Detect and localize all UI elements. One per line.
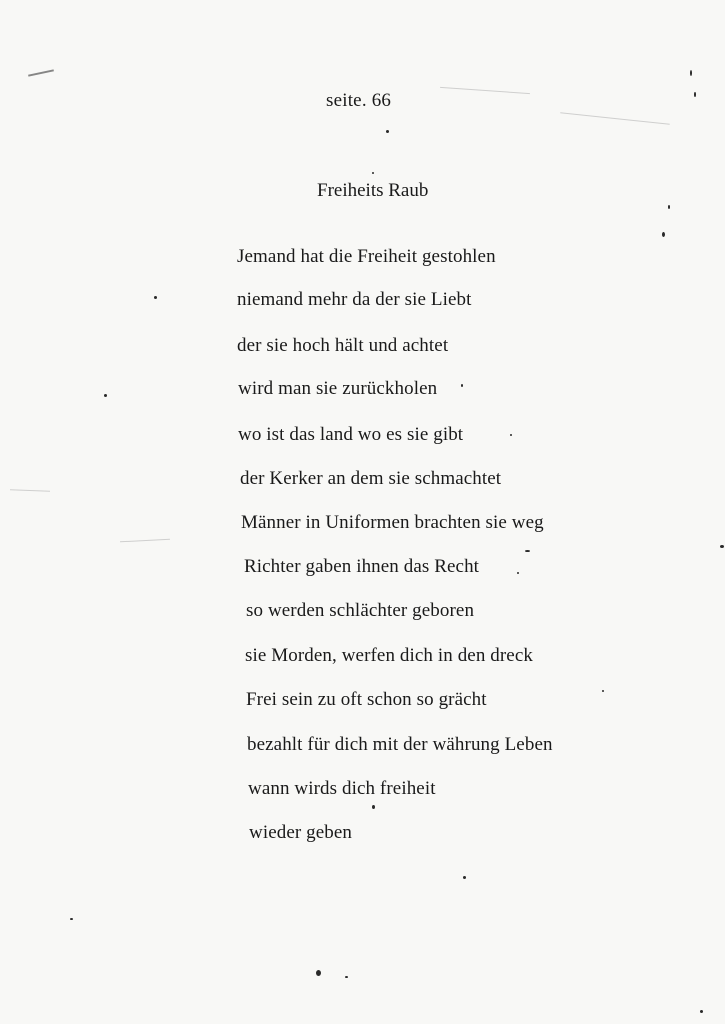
poem-line: so werden schlächter geboren	[246, 600, 475, 621]
poem-line: wieder geben	[249, 822, 353, 843]
poem-line: sie Morden, werfen dich in den dreck	[245, 645, 533, 666]
poem-line: wo ist das land wo es sie gibt	[238, 424, 464, 445]
poem-line: der sie hoch hält und achtet	[237, 335, 449, 356]
poem-line: der Kerker an dem sie schmachtet	[240, 468, 502, 489]
page-number: seite. 66	[326, 90, 392, 111]
poem-title: Freiheits Raub	[317, 180, 429, 201]
poem-line: bezahlt für dich mit der währung Leben	[247, 734, 553, 755]
poem-line: Richter gaben ihnen das Recht	[244, 556, 480, 577]
poem-line: wann wirds dich freiheit	[248, 778, 436, 799]
poem-line: Männer in Uniformen brachten sie weg	[241, 512, 544, 533]
poem-line: Jemand hat die Freiheit gestohlen	[237, 246, 496, 267]
poem-line: Frei sein zu oft schon so grächt	[246, 689, 487, 710]
poem-line: wird man sie zurückholen	[238, 378, 438, 399]
poem-line: niemand mehr da der sie Liebt	[237, 289, 472, 310]
